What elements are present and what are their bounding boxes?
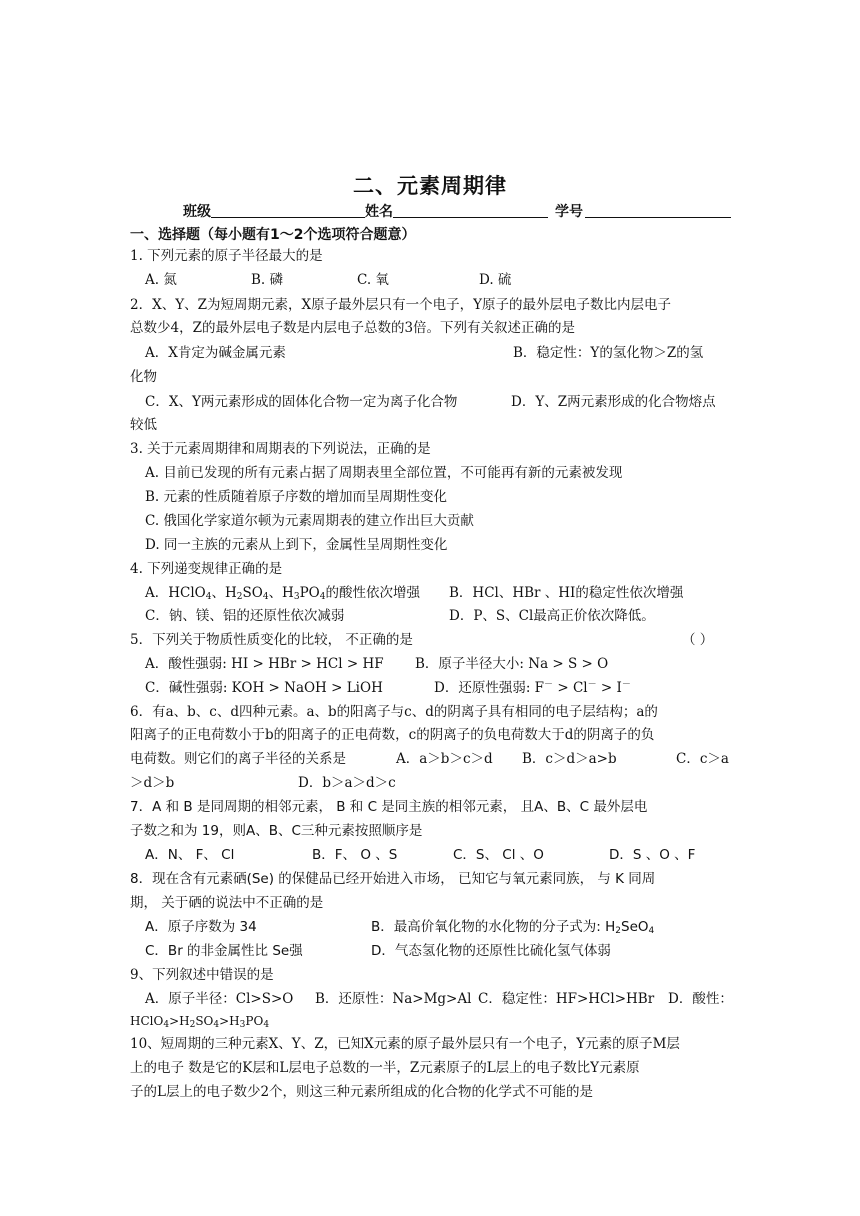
q5-option-d: D．还原性强弱: F－ > Cl－ > I－ xyxy=(434,680,631,696)
q8-option-b: B．最高价氧化物的水化物的分子式为: $H_2SeO_4$ xyxy=(371,919,655,936)
question-6-line-2: 阳离子的正电荷数小于b的阳离子的正电荷数，c的阴离子的负电荷数大于d的阴离子的负 xyxy=(130,727,655,743)
q2-option-a: A．X肯定为碱金属元素 xyxy=(145,345,286,361)
question-8-line-1: 8．现在含有元素硒(Se) 的保健品已经开始进入市场， 已知它与氧元素同族， 与 K 同周 xyxy=(130,871,656,887)
question-7-line-2: 子数之和为 19，则A、B、C三种元素按照顺序是 xyxy=(130,823,423,839)
question-10-line-3: 子的L层上的电子数少2个，则这三种元素所组成的化合物的化学式不可能的是 xyxy=(130,1084,594,1100)
question-9-stem: 9、下列叙述中错误的是 xyxy=(130,967,274,983)
q3-option-b: B. 元素的性质随着原子序数的增加而呈周期性变化 xyxy=(145,489,448,505)
id-label: 学号 xyxy=(555,204,583,220)
q4-option-b: B．HCl、HBr 、HI的稳定性依次增强 xyxy=(449,585,684,601)
q1-option-b: B. 磷 xyxy=(251,272,284,288)
q4-option-d: D．P、S、Cl最高正价依次降低。 xyxy=(449,608,655,624)
q1-option-a: A. 氮 xyxy=(145,272,177,288)
q8-option-a: A．原子序数为 34 xyxy=(145,919,257,935)
name-blank xyxy=(393,217,548,218)
q8-option-d: D．气态氢化物的还原性比硫化氢气体弱 xyxy=(371,943,611,959)
q1-option-d: D. 硫 xyxy=(479,272,512,288)
q5-option-c: C．碱性强弱: KOH > NaOH > LiOH xyxy=(145,680,383,696)
q2-option-b-continued: 化物 xyxy=(130,369,157,385)
q6-option-a: A．a＞b＞c＞d xyxy=(396,751,493,767)
section-heading: 一、选择题（每小题有1～2个选项符合题意） xyxy=(130,227,416,243)
q9-option-d: D．酸性： xyxy=(668,991,733,1007)
question-3-stem: 3. 关于元素周期律和周期表的下列说法，正确的是 xyxy=(130,441,431,457)
q2-option-c: C．X、Y两元素形成的固体化合物一定为离子化合物 xyxy=(145,394,458,410)
question-1-stem: 1. 下列元素的原子半径最大的是 xyxy=(130,248,323,264)
q6-option-b: B．c＞d＞a>b xyxy=(522,751,617,767)
q4-option-a: A．HClO$_4$、$H_2SO_4$、$H_3PO_4$的酸性依次增强 xyxy=(145,585,420,602)
q7-option-a: A．N、 F、 Cl xyxy=(145,847,235,863)
class-label: 班级 xyxy=(183,204,211,220)
q3-option-a: A. 目前已发现的所有元素占据了周期表里全部位置，不可能再有新的元素被发现 xyxy=(145,465,623,481)
q2-option-b: B．稳定性：Y的氢化物＞Z的氢 xyxy=(513,345,704,361)
question-10-line-1: 10、短周期的三种元素X、Y、Z，已知X元素的原子最外层只有一个电子，Y元素的原子M层 xyxy=(130,1036,680,1052)
q8-option-c: C．Br 的非金属性比 Se强 xyxy=(145,943,303,959)
q6-stem-end: 电荷数。则它们的离子半径的关系是 xyxy=(130,751,346,767)
class-blank xyxy=(211,217,365,218)
q5-answer-paren: （ ） xyxy=(682,632,714,648)
q5-option-b: B．原子半径大小: Na > S > O xyxy=(415,656,609,672)
question-10-line-2: 上的电子 数是它的K层和L层电子总数的一半，Z元素原子的L层上的电子数比Y元素原 xyxy=(130,1060,640,1076)
question-6-line-1: 6．有a、b、c、d四种元素。a、b的阳离子与c、d的阴离子具有相同的电子层结构；a的 xyxy=(130,704,658,720)
q3-option-d: D. 同一主族的元素从上到下，金属性呈周期性变化 xyxy=(145,537,448,553)
q6-option-c: C．c＞a xyxy=(676,751,729,767)
q9-option-c: C．稳定性：HF>HCl>HBr xyxy=(478,991,655,1007)
q7-option-c: C．S、 Cl 、O xyxy=(453,847,544,863)
q9-option-b: B．还原性：Na>Mg>Al xyxy=(315,991,472,1007)
q5-option-a: A．酸性强弱: HI > HBr > HCl > HF xyxy=(145,656,384,672)
question-4-stem: 4. 下列递变规律正确的是 xyxy=(130,561,283,577)
page-title: 二、元素周期律 xyxy=(353,174,507,198)
q4-option-c: C．钠、镁、铝的还原性依次减弱 xyxy=(145,608,345,624)
question-5-stem: 5．下列关于物质性质变化的比较， 不正确的是 xyxy=(130,632,413,648)
question-7-line-1: 7．A 和 B 是同周期的相邻元素， B 和 C 是同主族的相邻元素， 且A、B、C 最外层电 xyxy=(130,799,648,815)
q9-option-d-continued: $HClO_4>H_2SO_4>H_3PO_4$ xyxy=(130,1014,270,1030)
name-label: 姓名 xyxy=(365,204,393,220)
q7-option-d: D．S 、O 、F xyxy=(609,847,696,863)
q2-option-d: D．Y、Z两元素形成的化合物熔点 xyxy=(511,394,716,410)
q2-option-d-continued: 较低 xyxy=(130,417,157,433)
student-info-line xyxy=(183,201,743,221)
q9-option-a: A．原子半径：Cl>S>O xyxy=(145,991,294,1007)
question-2-stem-line-2: 总数少4，Z的最外层电子数是内层电子总数的3倍。下列有关叙述正确的是 xyxy=(130,320,576,336)
q7-option-b: B．F、 O 、S xyxy=(312,847,398,863)
question-8-line-2: 期， 关于硒的说法中不正确的是 xyxy=(130,895,324,911)
question-2-stem-line-1: 2．X、Y、Z为短周期元素，X原子最外层只有一个电子，Y原子的最外层电子数比内层电子 xyxy=(130,297,672,313)
q6-option-d: D．b＞a＞d＞c xyxy=(298,775,396,791)
q3-option-c: C. 俄国化学家道尔顿为元素周期表的建立作出巨大贡献 xyxy=(145,513,474,529)
q6-option-c-continued: ＞d＞b xyxy=(130,775,175,791)
q1-option-c: C. 氧 xyxy=(357,272,389,288)
id-blank xyxy=(585,217,731,218)
